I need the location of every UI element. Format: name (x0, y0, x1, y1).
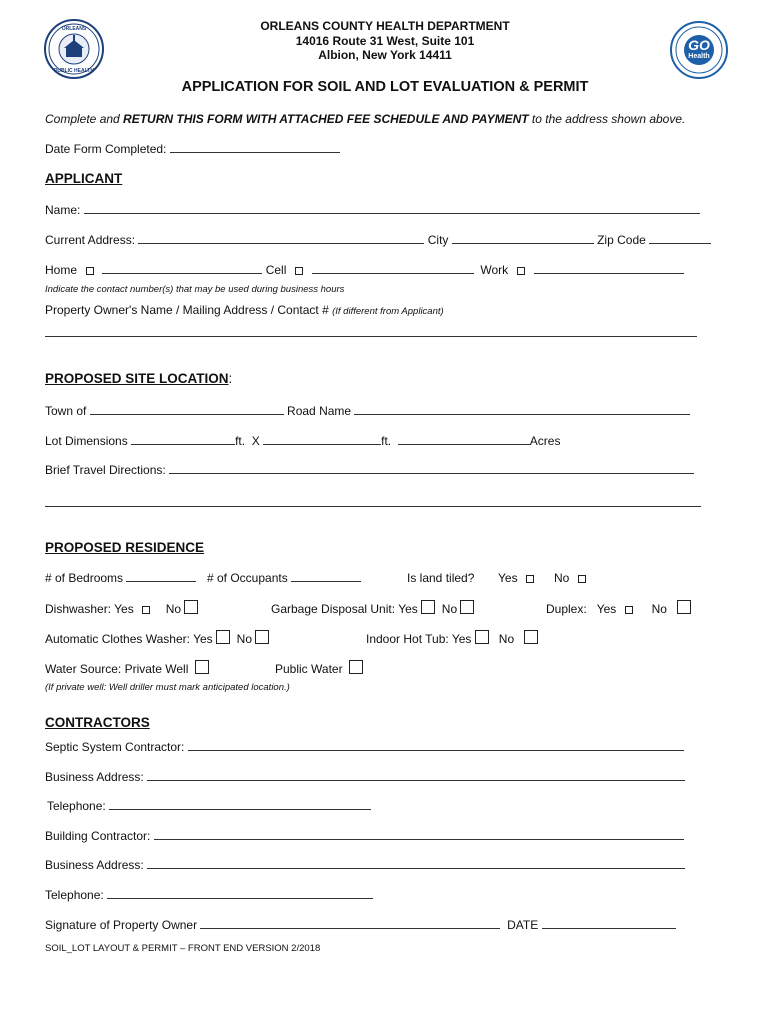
cell-checkbox[interactable] (295, 267, 303, 275)
tiled-yes-checkbox[interactable] (526, 575, 534, 583)
occupants-field[interactable]: # of Occupants (207, 571, 361, 585)
form-footer: SOIL_LOT LAYOUT & PERMIT – FRONT END VERSION 2/2018 (45, 943, 321, 954)
current-address-field[interactable]: Current Address: City Zip Code (45, 233, 711, 247)
bedrooms-field[interactable]: # of Bedrooms (45, 571, 196, 585)
dishwasher-yes-checkbox[interactable] (142, 606, 150, 614)
instructions: Complete and RETURN THIS FORM WITH ATTACHED FEE SCHEDULE AND PAYMENT to the address shown above. (45, 112, 686, 126)
well-note: (If private well: Well driller must mark anticipated location.) (45, 682, 290, 693)
hot-tub-field[interactable]: Indoor Hot Tub: Yes No (366, 630, 538, 646)
clothes-washer-field[interactable]: Automatic Clothes Washer: Yes No (45, 630, 269, 646)
residence-heading: PROPOSED RESIDENCE (45, 540, 205, 555)
go-logo-text: GO (688, 37, 710, 53)
home-checkbox[interactable] (86, 267, 94, 275)
water-source-field[interactable]: Water Source: Private Well (45, 660, 209, 676)
work-checkbox[interactable] (517, 267, 525, 275)
hottub-yes-checkbox[interactable] (475, 630, 489, 644)
duplex-no-checkbox[interactable] (677, 600, 691, 614)
garbage-yes-checkbox[interactable] (421, 600, 435, 614)
property-owner-label: Property Owner's Name / Mailing Address / Contact # (If different from Applicant) (45, 303, 444, 317)
duplex-yes-checkbox[interactable] (625, 606, 633, 614)
phone-fields[interactable]: Home Cell Work (45, 263, 684, 277)
contractors-heading: CONTRACTORS (45, 715, 150, 730)
signature-date-label: DATE (507, 918, 539, 932)
washer-no-checkbox[interactable] (255, 630, 269, 644)
health-logo-text: Health (688, 53, 710, 60)
dishwasher-field[interactable]: Dishwasher: Yes No (45, 600, 198, 616)
site-location-heading: PROPOSED SITE LOCATION: (45, 371, 233, 386)
svg-text:PUBLIC HEALTH: PUBLIC HEALTH (54, 68, 94, 74)
duplex-field[interactable]: Duplex: Yes No (546, 600, 691, 616)
public-water-option[interactable]: Public Water (275, 660, 363, 676)
property-owner-line[interactable] (45, 336, 697, 337)
town-road-fields[interactable]: Town of Road Name (45, 404, 690, 418)
septic-telephone-field[interactable]: Telephone: (47, 799, 371, 813)
org-address-line1: 14016 Route 31 West, Suite 101 (295, 34, 475, 48)
contact-note: Indicate the contact number(s) that may be used during business hours (45, 284, 345, 295)
travel-directions-line2[interactable] (45, 506, 701, 507)
zip-label: Zip Code (597, 233, 646, 247)
tiled-no-option[interactable]: No (554, 571, 588, 585)
garbage-no-checkbox[interactable] (460, 600, 474, 614)
date-completed-field[interactable]: Date Form Completed: (45, 142, 340, 156)
building-business-address-field[interactable]: Business Address: (45, 858, 685, 872)
city-label: City (427, 233, 449, 247)
public-water-checkbox[interactable] (349, 660, 363, 674)
org-name: ORLEANS COUNTY HEALTH DEPARTMENT (260, 19, 510, 33)
garbage-disposal-field[interactable]: Garbage Disposal Unit: Yes No (271, 600, 474, 616)
svg-text:ORLEANS: ORLEANS (61, 26, 87, 32)
applicant-heading: APPLICANT (45, 171, 123, 186)
washer-yes-checkbox[interactable] (216, 630, 230, 644)
form-title: APPLICATION FOR SOIL AND LOT EVALUATION & PERMIT (181, 79, 589, 95)
hottub-no-checkbox[interactable] (524, 630, 538, 644)
org-address-line2: Albion, New York 14411 (318, 48, 452, 62)
applicant-name-field[interactable]: Name: (45, 203, 700, 217)
building-telephone-field[interactable]: Telephone: (45, 888, 373, 902)
tiled-no-checkbox[interactable] (578, 575, 586, 583)
land-tiled-field: Is land tiled? (407, 571, 475, 585)
building-contractor-field[interactable]: Building Contractor: (45, 829, 684, 843)
travel-directions-field[interactable]: Brief Travel Directions: (45, 463, 694, 477)
lot-dimensions-fields[interactable]: Lot Dimensions ft. X ft. Acres (45, 434, 561, 448)
private-well-checkbox[interactable] (195, 660, 209, 674)
septic-contractor-field[interactable]: Septic System Contractor: (45, 740, 684, 754)
owner-signature-field[interactable]: Signature of Property Owner DATE (45, 918, 676, 932)
tiled-yes-option[interactable]: Yes (498, 571, 536, 585)
dishwasher-no-checkbox[interactable] (184, 600, 198, 614)
septic-business-address-field[interactable]: Business Address: (45, 770, 685, 784)
